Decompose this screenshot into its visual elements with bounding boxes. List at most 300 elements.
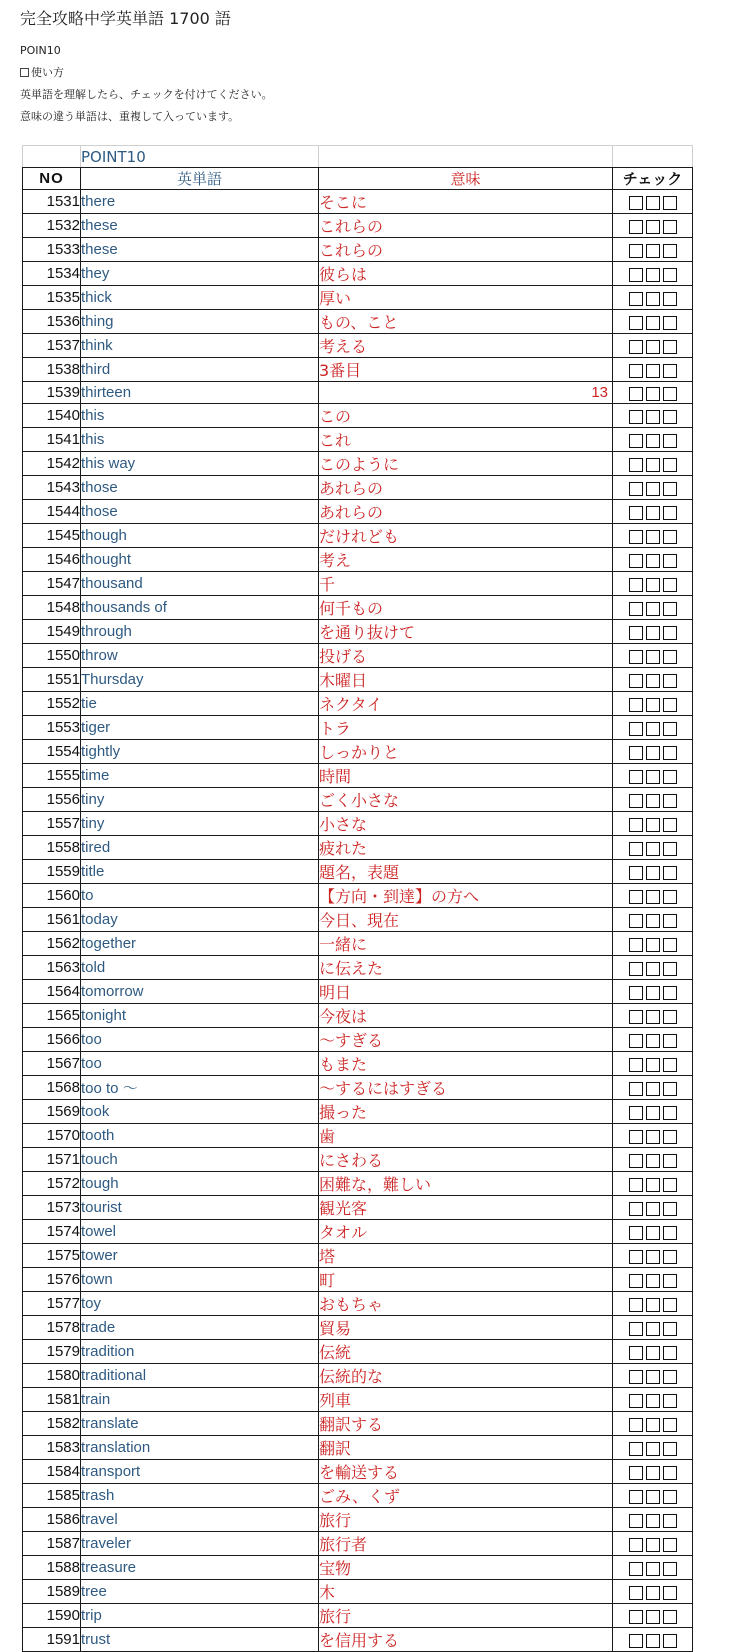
checkbox-icon[interactable] [646,434,660,448]
checkbox-icon[interactable] [629,722,643,736]
checkbox-icon[interactable] [663,1034,677,1048]
meaning: 千 [319,572,613,596]
meaning: 塔 [319,1244,613,1268]
checkbox-icon[interactable] [663,1586,677,1600]
checkbox-icon[interactable] [663,387,677,401]
row-number: 1543 [23,476,81,500]
table-row [23,238,693,262]
check-cell [613,932,693,956]
checkbox-icon[interactable] [629,387,643,401]
meaning: しっかりと [319,740,613,764]
checkbox-icon[interactable] [629,530,643,544]
meaning: もの、こと [319,310,613,334]
meaning: 【方向・到達】の方へ [319,884,613,908]
meaning: を信用する [319,1628,613,1652]
check-cell [613,908,693,932]
checkbox-icon[interactable] [646,1394,660,1408]
checkbox-icon[interactable] [646,1058,660,1072]
checkbox-icon[interactable] [629,554,643,568]
checkbox-icon[interactable] [629,890,643,904]
checkbox-icon[interactable] [646,1370,660,1384]
checkbox-icon[interactable] [629,1418,643,1432]
english-word: trip [81,1604,319,1628]
table-row [23,908,693,932]
check-cell [613,1508,693,1532]
checkbox-icon[interactable] [646,482,660,496]
english-word: too [81,1028,319,1052]
checkbox-icon[interactable] [646,1466,660,1480]
row-number: 1587 [23,1532,81,1556]
checkbox-icon[interactable] [663,196,677,210]
checkbox-icon[interactable] [663,1634,677,1648]
checkbox-icon[interactable] [629,1634,643,1648]
checkbox-icon[interactable] [646,1034,660,1048]
checkbox-icon[interactable] [646,244,660,258]
checkbox-icon[interactable] [663,482,677,496]
checkbox-icon[interactable] [646,1274,660,1288]
checkbox-icon[interactable] [663,1514,677,1528]
english-word: tiny [81,812,319,836]
table-row [23,500,693,524]
english-word: translate [81,1412,319,1436]
english-word: too [81,1052,319,1076]
row-number: 1557 [23,812,81,836]
check-cell [613,740,693,764]
check-cell [613,1316,693,1340]
checkbox-icon[interactable] [629,220,643,234]
checkbox-icon[interactable] [629,746,643,760]
english-word: tower [81,1244,319,1268]
english-word: treasure [81,1556,319,1580]
checkbox-icon[interactable] [629,434,643,448]
check-cell [613,1532,693,1556]
checkbox-icon[interactable] [663,1466,677,1480]
meaning: ネクタイ [319,692,613,716]
checkbox-icon[interactable] [663,410,677,424]
checkbox-icon[interactable] [646,340,660,354]
table-row [23,452,693,476]
english-word: these [81,238,319,262]
section-label: POIN10 [20,44,61,57]
row-number: 1560 [23,884,81,908]
english-word: thousands of [81,596,319,620]
checkbox-icon[interactable] [629,1442,643,1456]
row-number: 1556 [23,788,81,812]
checkbox-icon[interactable] [646,1010,660,1024]
checkbox-icon[interactable] [663,292,677,306]
checkbox-icon[interactable] [663,1082,677,1096]
checkbox-icon[interactable] [646,196,660,210]
table-row [23,1052,693,1076]
check-cell [613,1604,693,1628]
checkbox-icon[interactable] [663,938,677,952]
check-cell [613,860,693,884]
meaning: ごみ、くず [319,1484,613,1508]
checkbox-icon[interactable] [663,1130,677,1144]
meaning: だけれども [319,524,613,548]
table-row [23,334,693,358]
checkbox-icon[interactable] [646,674,660,688]
checkbox-icon[interactable] [663,1418,677,1432]
checkbox-icon[interactable] [646,387,660,401]
checkbox-icon[interactable] [646,746,660,760]
checkbox-icon[interactable] [663,1274,677,1288]
checkbox-icon[interactable] [663,602,677,616]
meaning: そこに [319,190,613,214]
checkbox-icon[interactable] [663,434,677,448]
table-row [23,1004,693,1028]
checkbox-icon[interactable] [629,842,643,856]
table-row [23,932,693,956]
row-number: 1554 [23,740,81,764]
checkbox-icon[interactable] [646,458,660,472]
checkbox-icon[interactable] [629,1202,643,1216]
checkbox-icon[interactable] [629,244,643,258]
meaning: これらの [319,238,613,262]
checkbox-icon[interactable] [629,1586,643,1600]
checkbox-icon[interactable] [646,554,660,568]
checkbox-icon[interactable] [663,220,677,234]
checkbox-icon[interactable] [663,1106,677,1120]
meaning: 考える [319,334,613,358]
checkbox-icon[interactable] [663,1538,677,1552]
english-word: trust [81,1628,319,1652]
row-number: 1568 [23,1076,81,1100]
row-number: 1540 [23,404,81,428]
check-cell [613,620,693,644]
checkbox-icon[interactable] [629,506,643,520]
checkbox-icon[interactable] [663,650,677,664]
checkbox-icon[interactable] [646,1154,660,1168]
english-word: traveler [81,1532,319,1556]
checkbox-icon[interactable] [629,1226,643,1240]
checkbox-icon[interactable] [663,1370,677,1384]
checkbox-icon[interactable] [663,1178,677,1192]
checkbox-icon[interactable] [629,1250,643,1264]
checkbox-icon[interactable] [646,650,660,664]
table-row [23,1100,693,1124]
checkbox-icon[interactable] [663,1610,677,1624]
table-row [23,764,693,788]
checkbox-icon[interactable] [663,340,677,354]
table-row [23,1316,693,1340]
checkbox-icon[interactable] [629,626,643,640]
checkbox-icon[interactable] [629,292,643,306]
english-word: Thursday [81,668,319,692]
checkbox-icon[interactable] [646,842,660,856]
checkbox-icon[interactable] [629,962,643,976]
check-cell [613,1556,693,1580]
checkbox-icon[interactable] [629,1106,643,1120]
english-word: thirteen [81,382,319,404]
checkbox-icon[interactable] [646,316,660,330]
checkbox-icon[interactable] [663,1394,677,1408]
checkbox-icon[interactable] [646,794,660,808]
checkbox-icon[interactable] [646,1226,660,1240]
checkbox-icon[interactable] [663,914,677,928]
checkbox-icon[interactable] [663,1562,677,1576]
checkbox-icon[interactable] [646,364,660,378]
meaning: を通り抜けて [319,620,613,644]
checkbox-icon[interactable] [629,1130,643,1144]
checkbox-icon[interactable] [663,746,677,760]
checkbox-icon[interactable] [646,220,660,234]
row-number: 1555 [23,764,81,788]
checkbox-icon[interactable] [629,340,643,354]
checkbox-icon[interactable] [646,1586,660,1600]
english-word: tooth [81,1124,319,1148]
checkbox-icon[interactable] [629,410,643,424]
checkbox-icon[interactable] [663,554,677,568]
table-row [23,1268,693,1292]
table-row [23,620,693,644]
checkbox-icon[interactable] [663,244,677,258]
table-row [23,1484,693,1508]
checkbox-icon[interactable] [629,1490,643,1504]
checkbox-icon[interactable] [629,458,643,472]
checkbox-icon[interactable] [20,68,29,77]
meaning: 今夜は [319,1004,613,1028]
meaning: この [319,404,613,428]
table-row [23,404,693,428]
checkbox-icon[interactable] [646,770,660,784]
checkbox-icon[interactable] [663,698,677,712]
check-cell [613,1484,693,1508]
checkbox-icon[interactable] [646,410,660,424]
checkbox-icon[interactable] [663,364,677,378]
checkbox-icon[interactable] [646,1634,660,1648]
checkbox-icon[interactable] [629,1514,643,1528]
checkbox-icon[interactable] [629,818,643,832]
checkbox-icon[interactable] [663,578,677,592]
checkbox-icon[interactable] [629,1394,643,1408]
checkbox-icon[interactable] [629,1562,643,1576]
checkbox-icon[interactable] [629,1370,643,1384]
checkbox-icon[interactable] [646,962,660,976]
row-number: 1573 [23,1196,81,1220]
checkbox-icon[interactable] [663,794,677,808]
check-cell [613,286,693,310]
checkbox-icon[interactable] [663,626,677,640]
checkbox-icon[interactable] [629,770,643,784]
checkbox-icon[interactable] [646,1346,660,1360]
table-row [23,860,693,884]
checkbox-icon[interactable] [646,1130,660,1144]
checkbox-icon[interactable] [629,196,643,210]
meaning: 3番目 [319,358,613,382]
checkbox-icon[interactable] [629,1082,643,1096]
check-cell [613,692,693,716]
checkbox-icon[interactable] [629,1610,643,1624]
check-cell [613,1340,693,1364]
checkbox-icon[interactable] [663,1058,677,1072]
checkbox-icon[interactable] [646,1538,660,1552]
checkbox-icon[interactable] [629,578,643,592]
check-cell [613,884,693,908]
checkbox-icon[interactable] [629,866,643,880]
check-cell [613,1628,693,1652]
checkbox-icon[interactable] [629,986,643,1000]
row-number: 1588 [23,1556,81,1580]
checkbox-icon[interactable] [663,962,677,976]
meaning: に伝えた [319,956,613,980]
checkbox-icon[interactable] [646,818,660,832]
checkbox-icon[interactable] [646,578,660,592]
row-number: 1567 [23,1052,81,1076]
checkbox-icon[interactable] [646,1610,660,1624]
checkbox-icon[interactable] [646,1322,660,1336]
checkbox-icon[interactable] [629,938,643,952]
checkbox-icon[interactable] [663,770,677,784]
checkbox-icon[interactable] [646,722,660,736]
table-row [23,884,693,908]
checkbox-icon[interactable] [646,986,660,1000]
checkbox-icon[interactable] [629,1178,643,1192]
checkbox-icon[interactable] [663,1154,677,1168]
english-word: train [81,1388,319,1412]
checkbox-icon[interactable] [629,316,643,330]
checkbox-icon[interactable] [646,1490,660,1504]
row-number: 1578 [23,1316,81,1340]
checkbox-icon[interactable] [663,842,677,856]
checkbox-icon[interactable] [663,1226,677,1240]
checkbox-icon[interactable] [629,1274,643,1288]
checkbox-icon[interactable] [663,866,677,880]
checkbox-icon[interactable] [646,1298,660,1312]
table-row [23,524,693,548]
checkbox-icon[interactable] [663,1202,677,1216]
point-label: POINT10 [81,146,319,168]
checkbox-icon[interactable] [646,698,660,712]
checkbox-icon[interactable] [629,1346,643,1360]
check-cell [613,334,693,358]
check-cell [613,1244,693,1268]
meaning: あれらの [319,476,613,500]
checkbox-icon[interactable] [629,268,643,282]
check-cell [613,572,693,596]
checkbox-icon[interactable] [663,506,677,520]
checkbox-icon[interactable] [663,722,677,736]
checkbox-icon[interactable] [663,1442,677,1456]
checkbox-icon[interactable] [663,1490,677,1504]
checkbox-icon[interactable] [663,458,677,472]
check-cell [613,812,693,836]
english-word: they [81,262,319,286]
meaning: これらの [319,214,613,238]
vocabulary-table [22,145,693,1652]
checkbox-icon[interactable] [629,1010,643,1024]
checkbox-icon[interactable] [663,890,677,904]
checkbox-icon[interactable] [629,1298,643,1312]
checkbox-icon[interactable] [663,986,677,1000]
row-number: 1569 [23,1100,81,1124]
english-word: transport [81,1460,319,1484]
row-number: 1552 [23,692,81,716]
check-cell [613,214,693,238]
checkbox-icon[interactable] [663,1298,677,1312]
point-row-blank [319,146,613,168]
checkbox-icon[interactable] [663,316,677,330]
checkbox-icon[interactable] [646,268,660,282]
checkbox-icon[interactable] [629,674,643,688]
meaning: 疲れた [319,836,613,860]
checkbox-icon[interactable] [646,1418,660,1432]
checkbox-icon[interactable] [646,1082,660,1096]
checkbox-icon[interactable] [646,890,660,904]
english-word: tiny [81,788,319,812]
table-row [23,1148,693,1172]
check-cell [613,596,693,620]
checkbox-icon[interactable] [629,1322,643,1336]
checkbox-icon[interactable] [646,1106,660,1120]
checkbox-icon[interactable] [629,1034,643,1048]
checkbox-icon[interactable] [629,1538,643,1552]
checkbox-icon[interactable] [646,626,660,640]
check-cell [613,1412,693,1436]
checkbox-icon[interactable] [629,364,643,378]
checkbox-icon[interactable] [663,530,677,544]
header-meaning: 意味 [319,168,613,190]
check-cell [613,764,693,788]
checkbox-icon[interactable] [646,938,660,952]
checkbox-icon[interactable] [663,268,677,282]
header-no: NO [23,168,81,190]
checkbox-icon[interactable] [663,1010,677,1024]
english-word: today [81,908,319,932]
checkbox-icon[interactable] [646,1514,660,1528]
checkbox-icon[interactable] [663,818,677,832]
row-number: 1551 [23,668,81,692]
checkbox-icon[interactable] [646,1178,660,1192]
checkbox-icon[interactable] [646,914,660,928]
table-row [23,596,693,620]
checkbox-icon[interactable] [646,1562,660,1576]
checkbox-icon[interactable] [646,530,660,544]
checkbox-icon[interactable] [663,674,677,688]
table-row [23,1508,693,1532]
meaning: 伝統的な [319,1364,613,1388]
checkbox-icon[interactable] [646,292,660,306]
meaning: 困難な，難しい [319,1172,613,1196]
checkbox-icon[interactable] [663,1250,677,1264]
meaning: 木 [319,1580,613,1604]
checkbox-icon[interactable] [663,1322,677,1336]
checkbox-icon[interactable] [629,698,643,712]
row-number: 1579 [23,1340,81,1364]
checkbox-icon[interactable] [663,1346,677,1360]
english-word: thick [81,286,319,310]
checkbox-icon[interactable] [646,1202,660,1216]
check-cell [613,428,693,452]
row-number: 1537 [23,334,81,358]
checkbox-icon[interactable] [629,602,643,616]
table-row [23,668,693,692]
checkbox-icon[interactable] [646,506,660,520]
checkbox-icon[interactable] [629,1466,643,1480]
checkbox-icon[interactable] [629,794,643,808]
checkbox-icon[interactable] [646,1442,660,1456]
checkbox-icon[interactable] [629,650,643,664]
checkbox-icon[interactable] [646,602,660,616]
checkbox-icon[interactable] [629,1058,643,1072]
english-word: those [81,500,319,524]
row-number: 1541 [23,428,81,452]
checkbox-icon[interactable] [646,1250,660,1264]
checkbox-icon[interactable] [629,482,643,496]
checkbox-icon[interactable] [646,866,660,880]
checkbox-icon[interactable] [629,1154,643,1168]
checkbox-icon[interactable] [629,914,643,928]
